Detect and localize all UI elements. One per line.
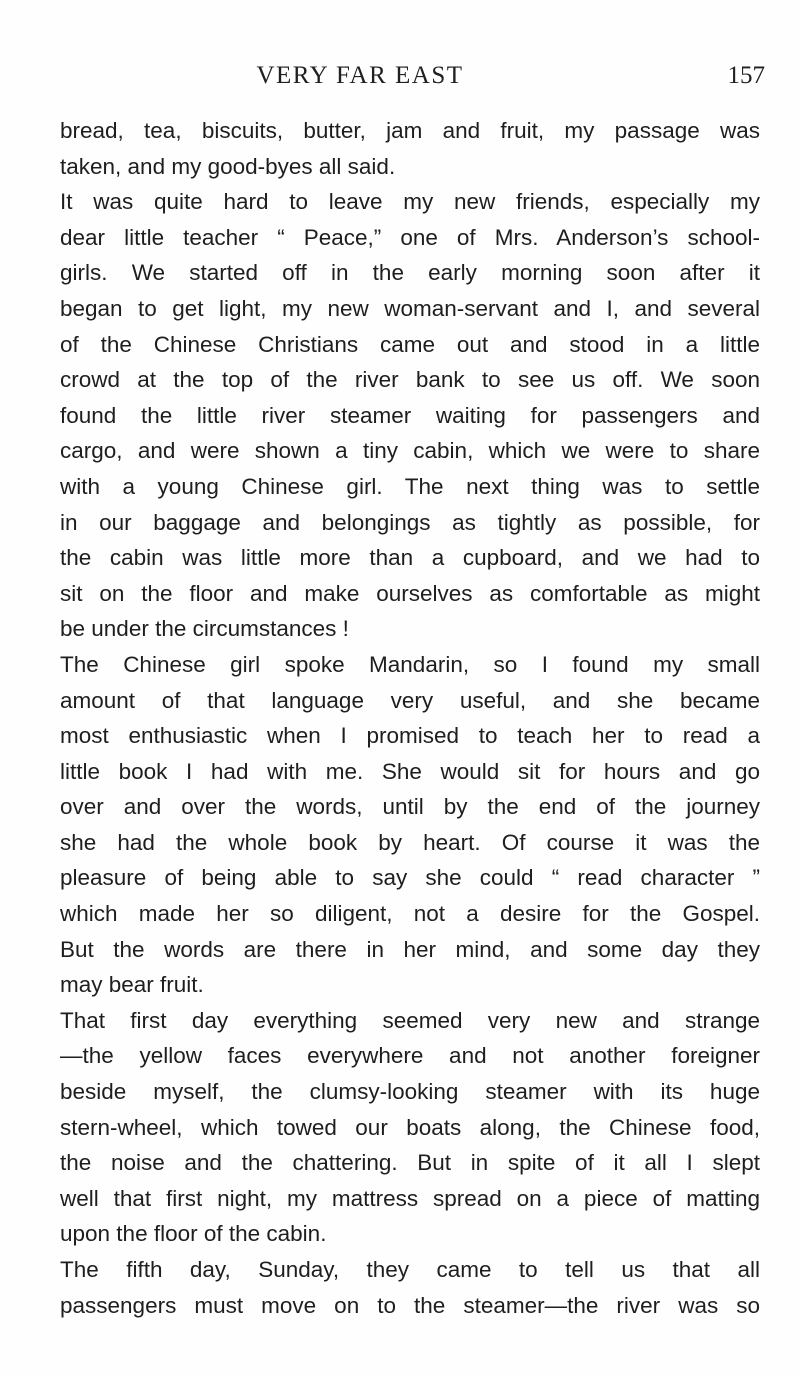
text-line: of the Chinese Christians came out and stood in a little [60,331,760,357]
text-line: It was quite hard to leave my new friends, especially my [60,189,760,215]
text-line: sit on the floor and make ourselves as comfortable as might [60,580,760,606]
text-line: taken, and my good-byes all said. [60,153,396,179]
paragraph [60,184,760,647]
text-line: well that first night, my mattress spread on a piece of matting [60,1185,760,1211]
paragraph [60,113,760,184]
text-line: But the words are there in her mind, and some day they [60,936,760,962]
running-head [0,60,801,96]
text-line: That first day everything seemed very new and strange [60,1007,760,1033]
text-line: —the yellow faces everywhere and not another foreigner [60,1043,760,1069]
text-line: the cabin was little more than a cupboard, and we had to [60,545,760,571]
text-line: The fifth day, Sunday, they came to tell us that all [60,1257,760,1282]
paragraph [60,1252,760,1323]
text-line: found the little river steamer waiting for passengers and [60,402,760,428]
running-title: VERY FAR EAST [256,62,464,89]
page-number: 157 [727,62,765,89]
text-line: most enthusiastic when I promised to teach her to read a [60,723,760,749]
text-line: with a young Chinese girl. The next thing was to settle [60,473,760,499]
text-line: crowd at the top of the river bank to see us off. We soon [60,367,760,393]
text-line: bread, tea, biscuits, butter, jam and fruit, my passage was [60,118,760,143]
text-line: passengers must move on to the steamer—the river was so [60,1292,760,1318]
text-line: dear little teacher “ Peace,” one of Mrs. Anderson’s school- [60,224,760,250]
text-line: the noise and the chattering. But in spite of it all I slept [60,1150,760,1176]
text-line: began to get light, my new woman-servant and I, and several [60,295,760,321]
text-line: be under the circumstances ! [60,616,349,642]
text-line: may bear fruit. [60,972,204,998]
paragraph [60,1003,760,1252]
text-line: in our baggage and belongings as tightly as possible, for [60,509,760,535]
text-line: she had the whole book by heart. Of course it was the [60,829,760,855]
text-line: stern-wheel, which towed our boats along, the Chinese food, [60,1114,760,1140]
text-line: pleasure of being able to say she could “ read character ” [60,865,760,891]
body-text [60,113,760,1323]
text-line: The Chinese girl spoke Mandarin, so I found my small [60,651,760,677]
text-line: amount of that language very useful, and she became [60,687,760,713]
text-line: girls. We started off in the early morning soon after it [60,260,760,286]
text-line: over and over the words, until by the end of the journey [60,794,760,820]
paragraph [60,647,760,1003]
text-line: cargo, and were shown a tiny cabin, which we were to share [60,438,760,464]
text-line: little book I had with me. She would sit for hours and go [60,758,760,784]
text-line: which made her so diligent, not a desire for the Gospel. [60,901,760,927]
text-line: upon the floor of the cabin. [60,1221,327,1247]
text-line: beside myself, the clumsy-looking steamer with its huge [60,1079,760,1105]
